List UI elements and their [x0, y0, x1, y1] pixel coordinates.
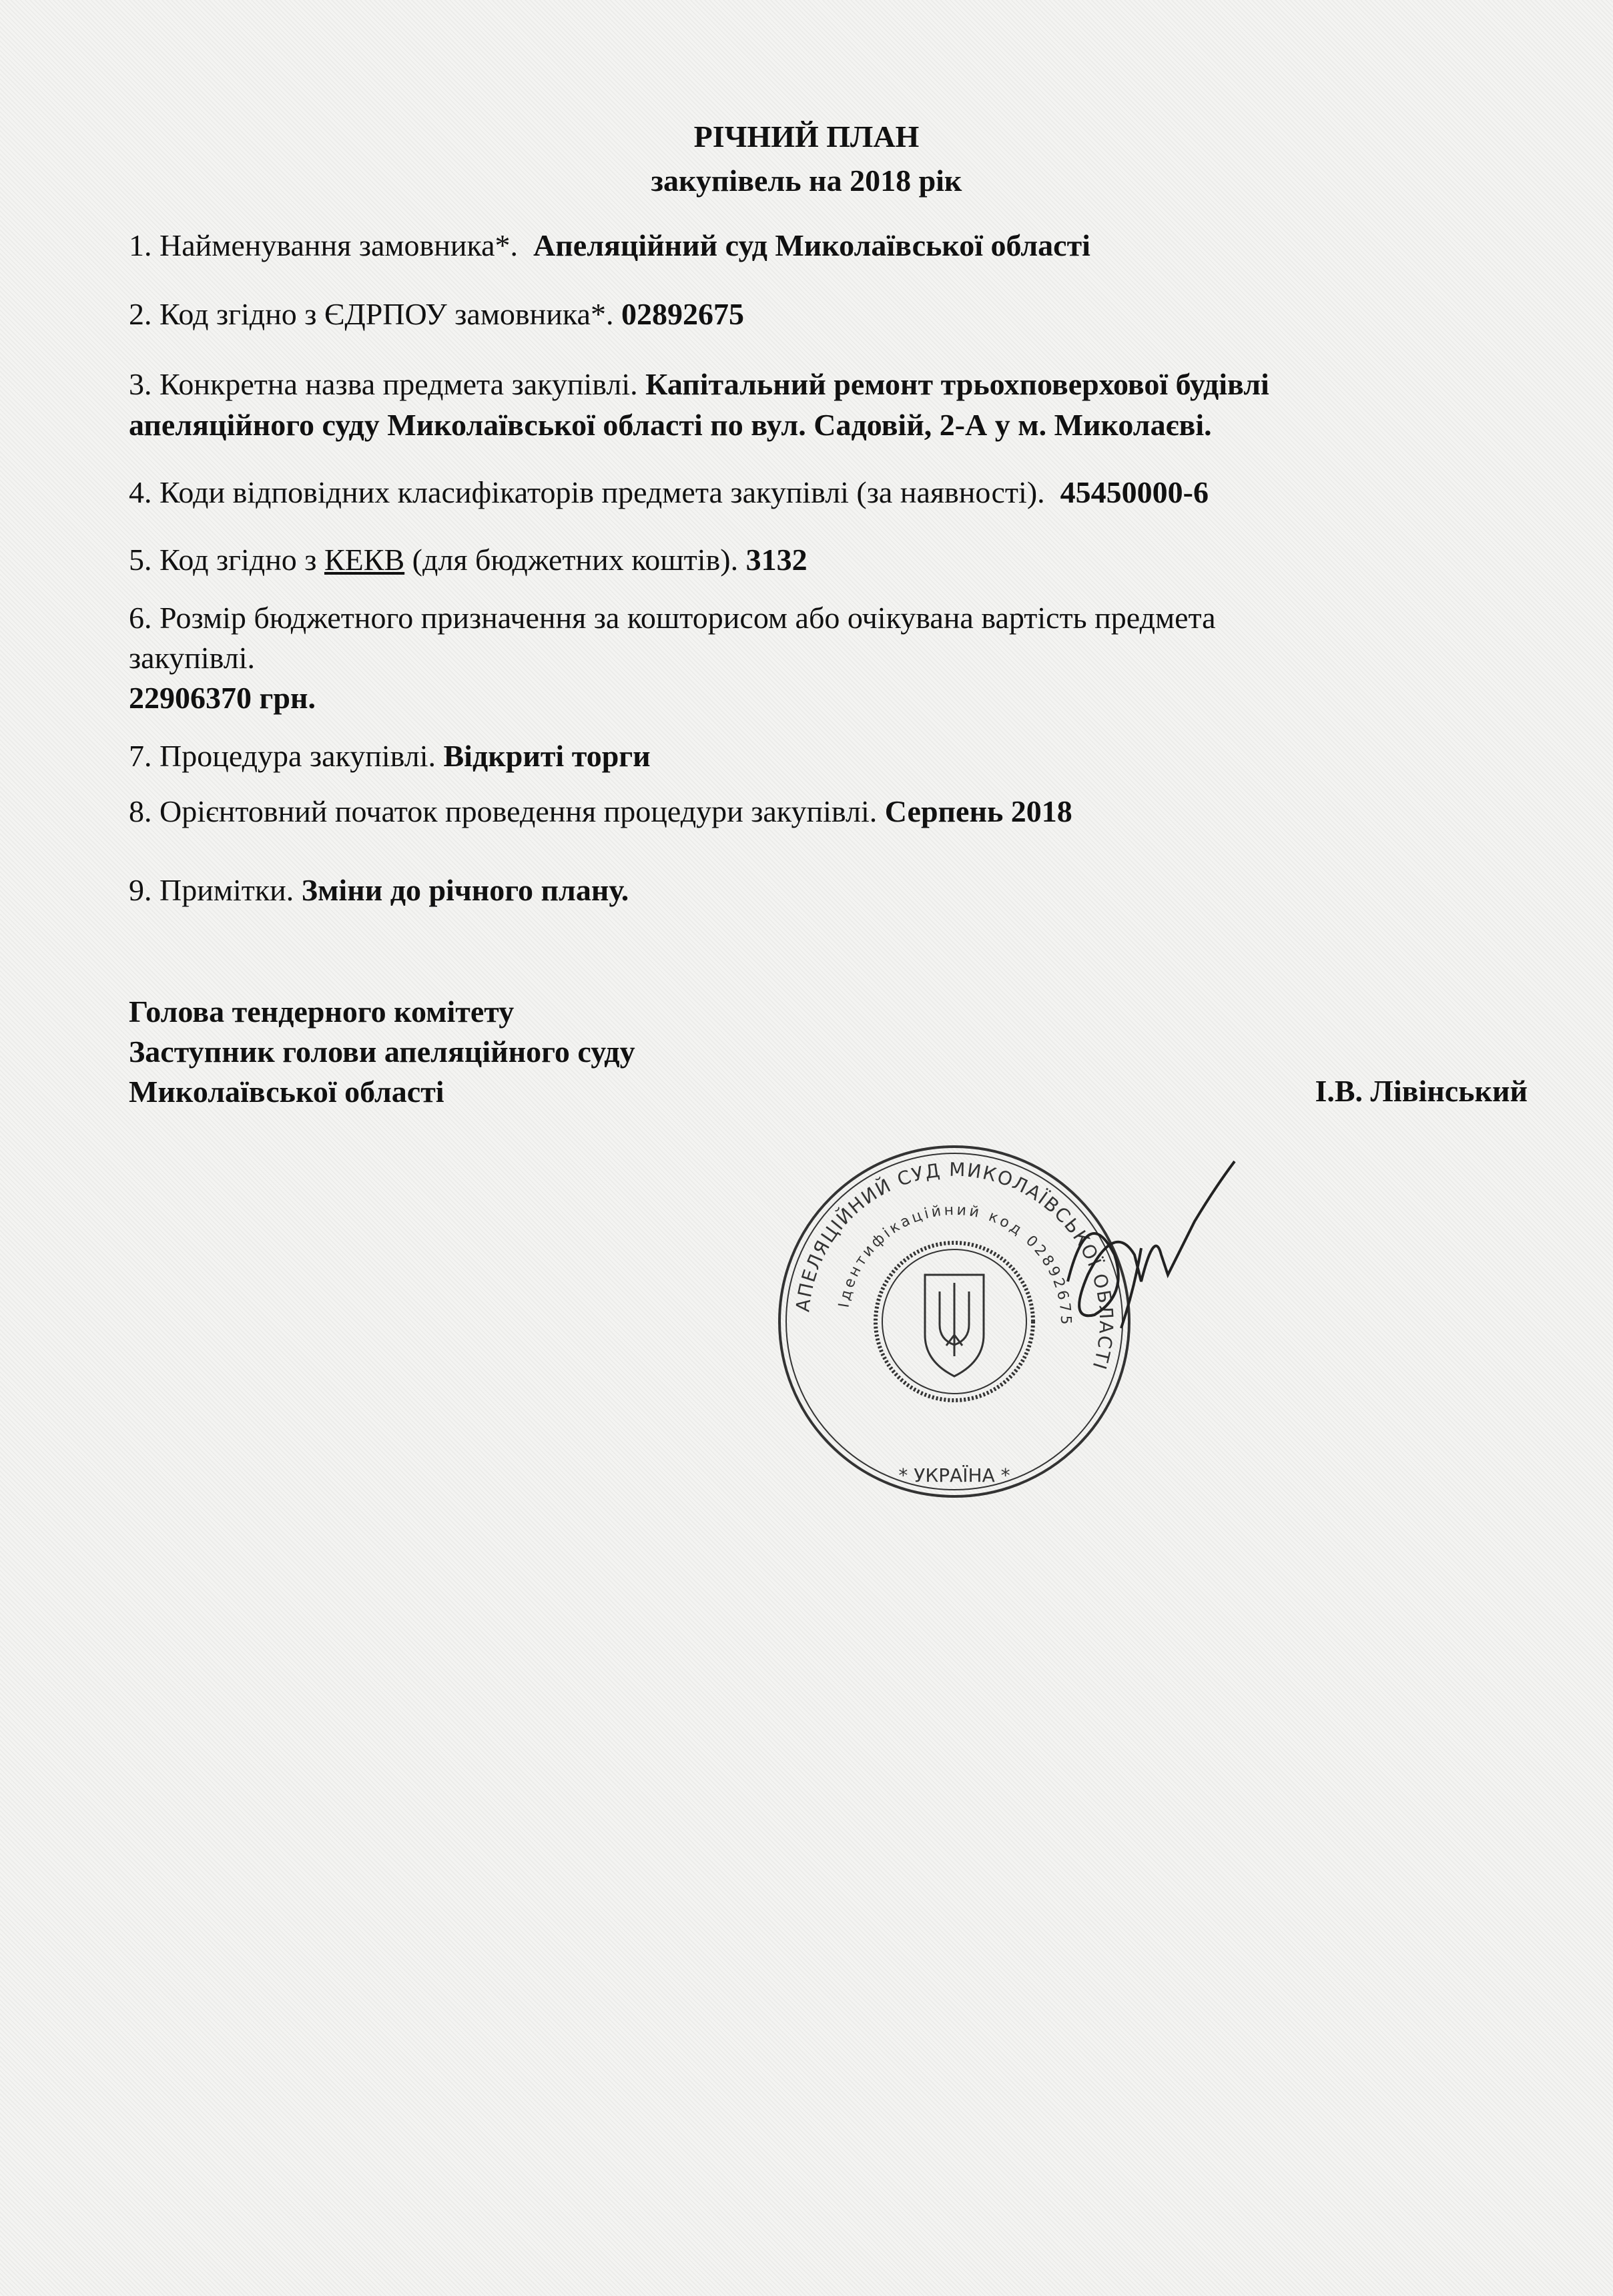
- item-value: Апеляційний суд Миколаївської області: [533, 228, 1090, 262]
- signatory-position-2: Заступник голови апеляційного суду: [129, 1035, 635, 1069]
- item-6: 6. Розмір бюджетного призначення за кошторисом або очікувана вартість предмета: [129, 601, 1216, 635]
- item-label: 2. Код згідно з ЄДРПОУ замовника*.: [129, 297, 614, 331]
- item-label: 4. Коди відповідних класифікаторів предмета закупівлі (за наявності).: [129, 475, 1045, 509]
- item-6-value: 22906370 грн.: [129, 681, 316, 715]
- item-7: [129, 738, 651, 775]
- stamp-inner-text: Ідентифікаційний код 02892675: [836, 1201, 1074, 1328]
- item-2: [129, 296, 744, 333]
- document-title: РІЧНИЙ ПЛАН: [693, 119, 920, 154]
- item-value: Відкриті торги: [443, 739, 651, 773]
- item-1: [129, 227, 1090, 264]
- item-3: [129, 366, 1269, 403]
- item-label: 1. Найменування замовника*.: [129, 228, 519, 262]
- item-label: 7. Процедура закупівлі.: [129, 739, 436, 773]
- item-label: 5. Код згідно з: [129, 543, 317, 577]
- signatory-name: І.В. Лівінський: [1315, 1074, 1528, 1108]
- item-value: Серпень 2018: [884, 794, 1072, 828]
- trident-coat-of-arms-icon: [925, 1275, 984, 1376]
- item-9: [129, 872, 629, 909]
- item-label: (для бюджетних коштів).: [412, 543, 739, 577]
- item-4: [129, 474, 1209, 511]
- stamp-bottom-text: * УКРАЇНА *: [898, 1464, 1010, 1486]
- item-6-line2: закупівлі.: [129, 641, 256, 675]
- signatory-position-3: Миколаївської області: [129, 1075, 444, 1109]
- item-value: Капітальний ремонт трьохповерхової будівлі: [645, 367, 1269, 401]
- item-value: 45450000-6: [1060, 475, 1209, 509]
- document-subtitle: закупівель на 2018 рік: [651, 164, 962, 198]
- item-label: 9. Примітки.: [129, 873, 294, 907]
- item-value: Зміни до річного плану.: [301, 873, 629, 907]
- item-label: 8. Орієнтовний початок проведення процедури закупівлі.: [129, 794, 878, 828]
- item-3-line2: апеляційного суду Миколаївської області по вул. Садовій, 2-А у м. Миколаєві.: [129, 408, 1212, 442]
- item-value: 02892675: [621, 297, 744, 331]
- kekv-link[interactable]: КЕКВ: [324, 543, 405, 577]
- signatory-position-1: Голова тендерного комітету: [129, 994, 515, 1029]
- item-5: [129, 541, 808, 579]
- item-value: 3132: [745, 543, 808, 577]
- handwritten-signature: [1041, 1148, 1308, 1348]
- stamp-outer-text: АПЕЛЯЦІЙНИЙ СУД МИКОЛАЇВСЬКОЇ ОБЛАСТІ: [791, 1158, 1118, 1374]
- item-8: [129, 793, 1072, 830]
- item-label: 3. Конкретна назва предмета закупівлі.: [129, 367, 638, 401]
